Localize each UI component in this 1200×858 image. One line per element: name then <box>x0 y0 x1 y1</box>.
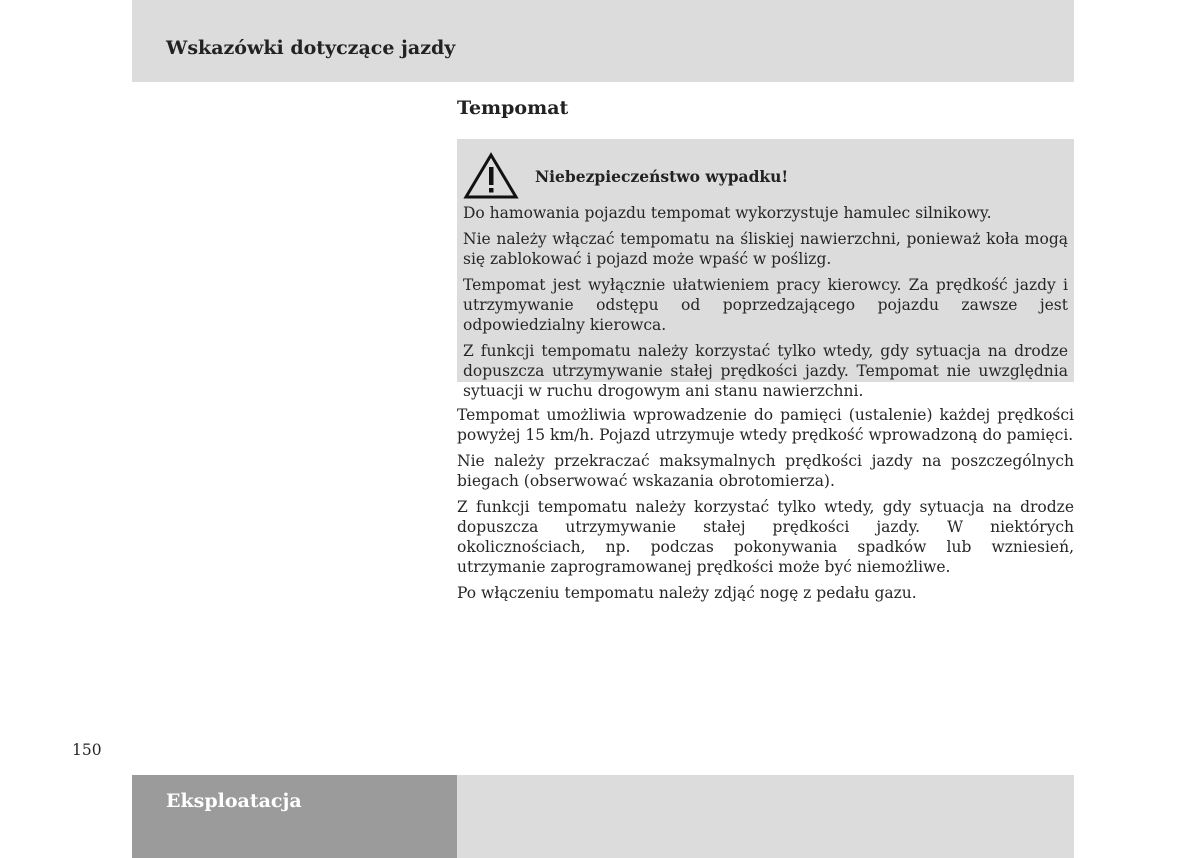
warning-triangle-icon <box>463 152 519 200</box>
body-paragraph: Z funkcji tempomatu należy korzystać tylko wtedy, gdy sytuacja na drodze dopuszcza utrzymywanie stałej prędkości jazdy. W niektórych okolicznościach, np. podczas pokonywania spadków lub wzniesień, utrzymanie zaprogramowanej prędkości może być niemożliwe. <box>457 498 1074 576</box>
chapter-title: Wskazówki dotyczące jazdy <box>166 37 456 59</box>
warning-box <box>457 139 1074 400</box>
warning-paragraph: Do hamowania pojazdu tempomat wykorzystuje hamulec silnikowy. <box>463 204 992 222</box>
body-paragraph: Tempomat umożliwia wprowadzenie do pamięci (ustalenie) każdej prędkości powyżej 15 km/h. Pojazd utrzymuje wtedy prędkość wprowadzoną do pamięci. <box>457 406 1074 444</box>
section-title: Tempomat <box>457 97 569 119</box>
body-paragraph: Nie należy przekraczać maksymalnych prędkości jazdy na poszczególnych biegach (obserwować wskazania obrotomierza). <box>457 452 1074 490</box>
warning-paragraph: Nie należy włączać tempomatu na śliskiej nawierzchni, ponieważ koła mogą się zablokować i pojazd może wpaść w poślizg. <box>463 230 1068 268</box>
warning-body <box>463 203 1068 407</box>
warning-header <box>463 151 788 201</box>
warning-paragraph: Z funkcji tempomatu należy korzystać tylko wtedy, gdy sytuacja na drodze dopuszcza utrzymywanie stałej prędkości jazdy. Tempomat nie uwzględnia sytuacji w ruchu drogowym ani stanu nawierzchni. <box>463 342 1068 400</box>
page-number: 150 <box>72 741 102 759</box>
header-band <box>132 0 1074 82</box>
body-paragraph: Po włączeniu tempomatu należy zdjąć nogę z pedału gazu. <box>457 584 917 602</box>
footer-chapter-tab <box>132 775 457 858</box>
warning-paragraph: Tempomat jest wyłącznie ułatwieniem pracy kierowcy. Za prędkość jazdy i utrzymywanie odstępu od poprzedzającego pojazdu zawsze jest odpowiedzialny kierowca. <box>463 276 1068 334</box>
body-text <box>457 405 1074 609</box>
footer-chapter-label: Eksploatacja <box>166 790 302 812</box>
warning-title: Niebezpieczeństwo wypadku! <box>535 166 789 186</box>
